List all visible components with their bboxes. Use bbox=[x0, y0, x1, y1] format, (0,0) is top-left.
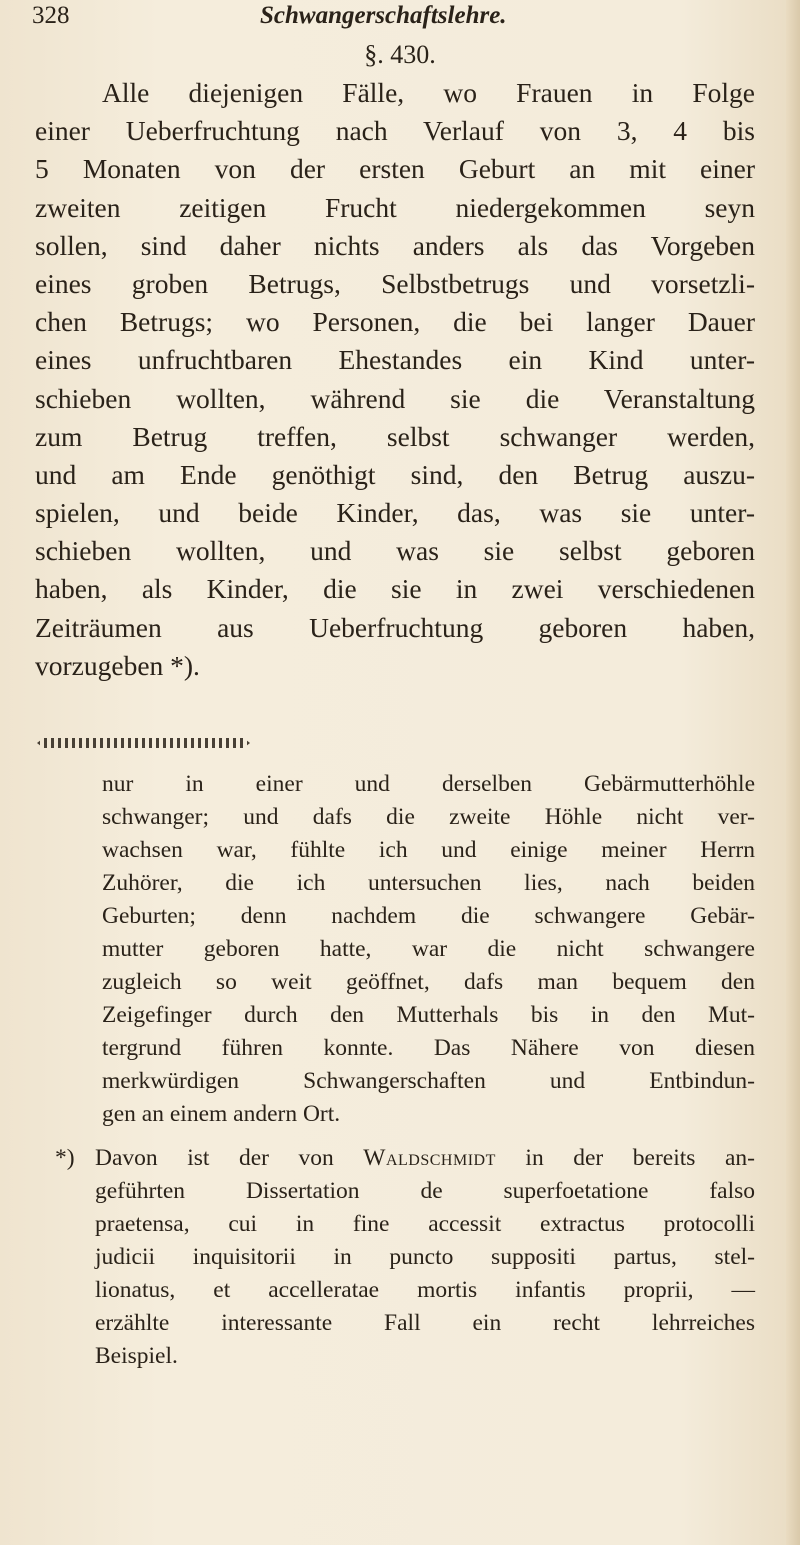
text-line: praetensa, cui in fine accessit extractus protocolli bbox=[95, 1211, 755, 1237]
author-name: Waldschmidt bbox=[363, 1145, 496, 1171]
text-line: wachsen war, fühlte ich und einige meiner Herrn bbox=[102, 837, 755, 863]
text-line: chen Betrugs; wo Personen, die bei langer Dauer bbox=[35, 306, 755, 338]
text-line: 5 Monaten von der ersten Geburt an mit einer bbox=[35, 153, 755, 185]
text-line: schieben wollten, während sie die Veranstaltung bbox=[35, 382, 755, 414]
running-header bbox=[32, 2, 592, 36]
footnote-text: Davon ist der von bbox=[95, 1145, 364, 1171]
page-number: 328 bbox=[32, 2, 70, 29]
text-line: lionatus, et accelleratae mortis infantis proprii, — bbox=[95, 1277, 755, 1303]
text-line: nur in einer und derselben Gebärmutterhöhle bbox=[102, 771, 755, 797]
footnote-line bbox=[95, 1142, 755, 1175]
text-line: Alle diejenigen Fälle, wo Frauen in Folge bbox=[102, 77, 755, 108]
continued-note bbox=[102, 768, 755, 1131]
main-paragraph bbox=[35, 74, 755, 685]
section-heading: §. 430. bbox=[364, 40, 436, 69]
text-line: schieben wollten, und was sie selbst geboren bbox=[35, 535, 755, 567]
text-line: merkwürdigen Schwangerschaften und Entbindun- bbox=[102, 1068, 755, 1094]
text-line: judicii inquisitorii in puncto suppositi partus, stel- bbox=[95, 1244, 755, 1270]
text-line: zweiten zeitigen Frucht niedergekommen seyn bbox=[35, 191, 755, 223]
text-line: zugleich so weit geöffnet, dafs man bequem den bbox=[102, 969, 755, 995]
text-line: Geburten; denn nachdem die schwangere Gebär- bbox=[102, 903, 755, 929]
text-line: Beispiel. bbox=[95, 1343, 178, 1369]
text-line: Zeiträumen aus Ueberfruchtung geboren haben, bbox=[35, 611, 755, 643]
ornamental-rule bbox=[37, 738, 250, 748]
text-line: geführten Dissertation de superfoetatione falso bbox=[95, 1178, 755, 1204]
text-line: mutter geboren hatte, war die nicht schwangere bbox=[102, 936, 755, 962]
text-line: schwanger; und dafs die zweite Höhle nicht ver- bbox=[102, 804, 755, 830]
footnote-text: in der bereits an- bbox=[495, 1145, 755, 1171]
text-line: spielen, und beide Kinder, das, was sie unter- bbox=[35, 497, 755, 529]
text-line: erzählte interessante Fall ein recht lehrreiches bbox=[95, 1310, 755, 1336]
text-line: zum Betrug treffen, selbst schwanger werden, bbox=[35, 420, 755, 452]
text-line: einer Ueberfruchtung nach Verlauf von 3, 4 bis bbox=[35, 115, 755, 147]
running-title: Schwangerschaftslehre. bbox=[260, 2, 507, 29]
text-line: tergrund führen konnte. Das Nähere von diesen bbox=[102, 1035, 755, 1061]
text-line: haben, als Kinder, die sie in zwei verschiedenen bbox=[35, 573, 755, 605]
footnote-marker: *) bbox=[55, 1145, 75, 1171]
footnote bbox=[95, 1142, 755, 1373]
text-line: eines unfruchtbaren Ehestandes ein Kind unter- bbox=[35, 344, 755, 376]
text-line: Zeigefinger durch den Mutterhals bis in den Mut- bbox=[102, 1002, 755, 1028]
text-line: sollen, sind daher nichts anders als das Vorgeben bbox=[35, 229, 755, 261]
text-line: eines groben Betrugs, Selbstbetrugs und vorsetzli- bbox=[35, 267, 755, 299]
page-edge bbox=[786, 0, 800, 1545]
text-line: vorzugeben *). bbox=[35, 649, 200, 681]
text-line: Zuhörer, die ich untersuchen lies, nach beiden bbox=[102, 870, 755, 896]
text-line: und am Ende genöthigt sind, den Betrug auszu- bbox=[35, 458, 755, 490]
text-line: gen an einem andern Ort. bbox=[102, 1101, 341, 1127]
